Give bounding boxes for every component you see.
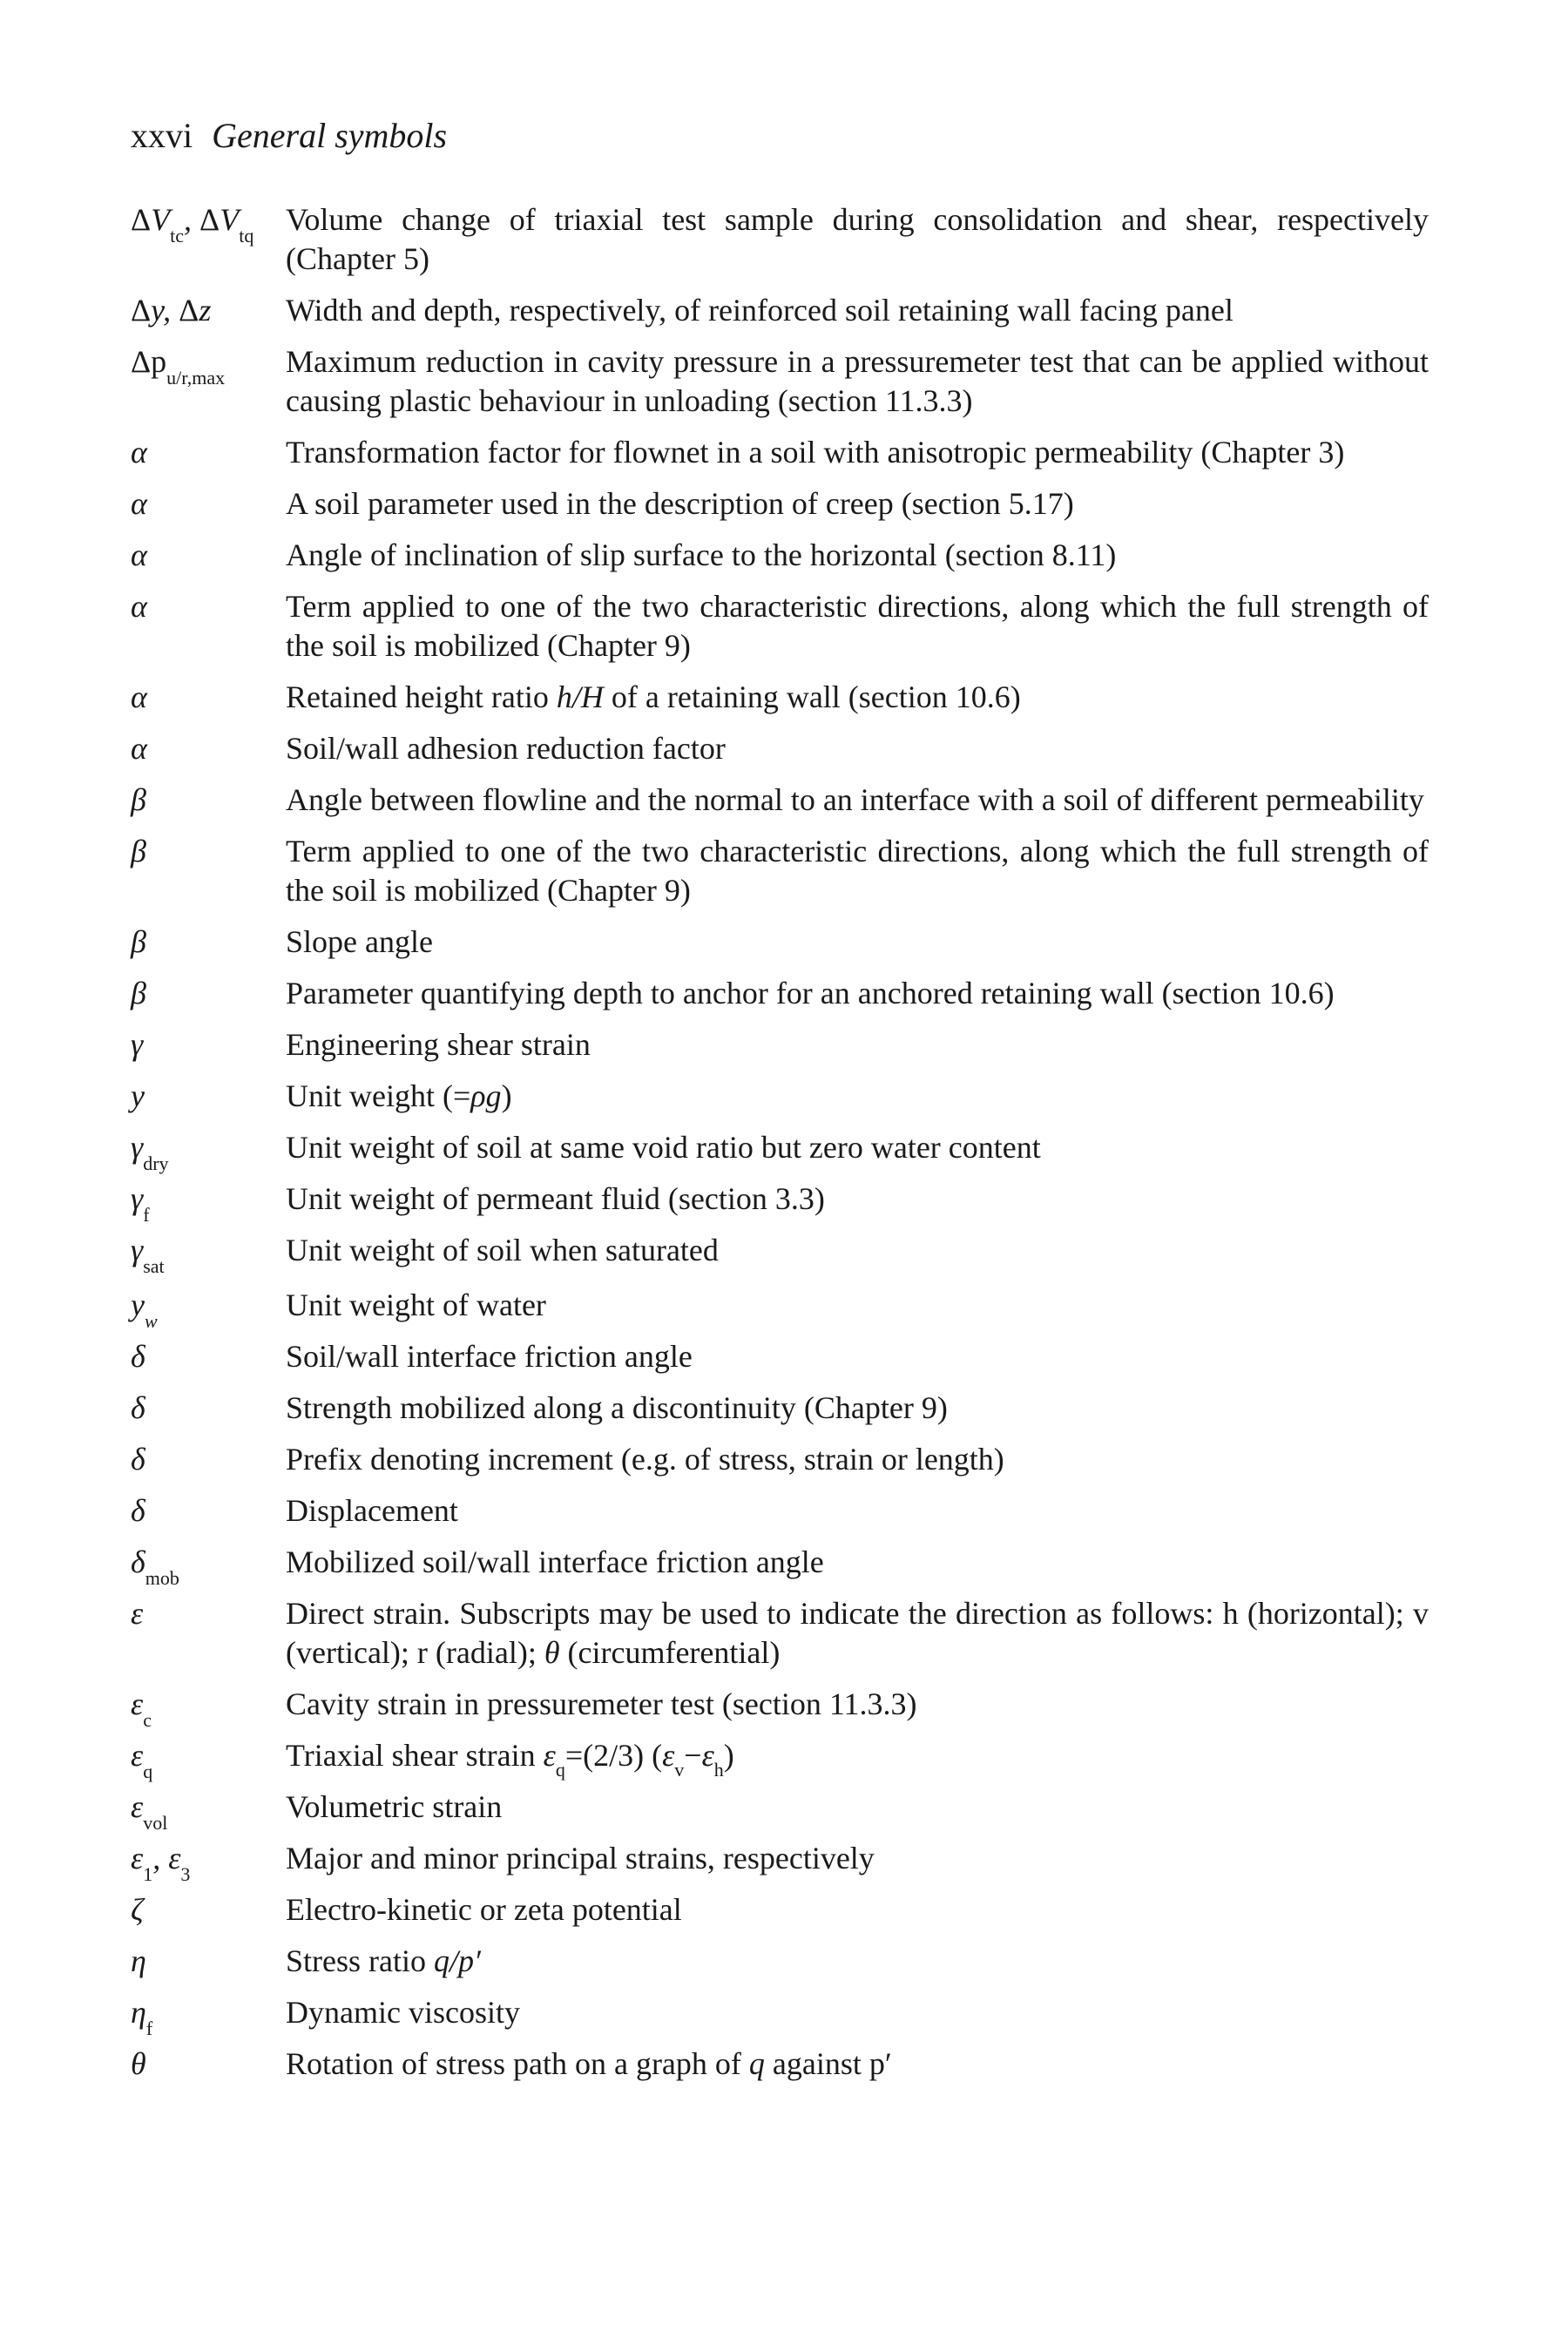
entry-description: Electro-kinetic or zeta potential — [286, 1892, 682, 1927]
entry-symbol: α — [131, 731, 147, 766]
entry-description: Stress ratio q/p′ — [286, 1943, 481, 1978]
symbol-entry — [131, 1736, 1429, 1782]
entry-symbol: δ — [131, 1493, 145, 1528]
symbol-entry — [131, 1685, 1429, 1731]
page-number: xxvi — [131, 116, 193, 155]
entry-symbol: $\varepsilon_{vol}$ — [131, 1789, 168, 1834]
entry-description: Slope angle — [286, 924, 433, 959]
symbol-entry — [131, 1491, 1429, 1531]
symbol-entry — [131, 1389, 1429, 1428]
entry-description: Retained height ratio h/H of a retaining wall (section 10.6) — [286, 679, 1021, 714]
symbol-entry — [131, 1594, 1429, 1673]
entry-description: Prefix denoting increment (e.g. of stress, strain or length) — [286, 1442, 1004, 1477]
entry-description: Cavity strain in pressuremeter test (section 11.3.3) — [286, 1686, 917, 1721]
symbol-entry — [131, 1286, 1429, 1332]
entry-symbol: $\eta_f$ — [131, 1995, 153, 2039]
page-header — [131, 115, 447, 157]
entry-description: Triaxial shear strain $\varepsilon_q=(2/3)$ $(\varepsilon_v-\varepsilon_h)$ — [286, 1738, 734, 1781]
running-title: General symbols — [212, 116, 448, 155]
symbol-entry — [131, 1337, 1429, 1376]
entry-description: Soil/wall adhesion reduction factor — [286, 731, 726, 766]
entry-symbol: ζ — [131, 1892, 144, 1927]
entry-description: Dynamic viscosity — [286, 1995, 520, 2030]
symbol-entry — [131, 1942, 1429, 1981]
symbol-entry — [131, 1128, 1429, 1174]
entry-symbol: δ — [131, 1442, 145, 1477]
symbol-entry — [131, 433, 1429, 472]
symbol-entry — [131, 1077, 1429, 1116]
symbol-entry — [131, 484, 1429, 524]
symbol-entry — [131, 1440, 1429, 1479]
entry-symbol: θ — [131, 2046, 146, 2081]
entry-symbol: $\Delta V_{tc}$, $\Delta V_{tq}$ — [131, 202, 254, 247]
symbol-entry — [131, 832, 1429, 910]
symbol-entry — [131, 1025, 1429, 1064]
symbol-entry — [131, 1543, 1429, 1589]
entry-description: Width and depth, respectively, of reinforced soil retaining wall facing panel — [286, 293, 1233, 328]
entry-description: Unit weight of soil when saturated — [286, 1233, 719, 1267]
symbol-entry — [131, 678, 1429, 717]
entry-symbol: β — [131, 976, 146, 1010]
entry-symbol: δ — [131, 1390, 145, 1425]
entry-symbol: $\gamma_f$ — [131, 1181, 150, 1226]
entry-symbol: ε — [131, 1596, 144, 1631]
symbol-entry — [131, 729, 1429, 768]
entry-symbol: α — [131, 589, 147, 624]
entry-symbol: $\varepsilon_q$ — [131, 1738, 153, 1782]
entry-description: Transformation factor for flownet in a soil with anisotropic permeability (Chapter 3) — [286, 435, 1345, 470]
entry-description: Mobilized soil/wall interface friction angle — [286, 1544, 824, 1579]
entry-description: A soil parameter used in the description of creep (section 5.17) — [286, 486, 1074, 521]
entry-description: Direct strain. Subscripts may be used to indicate the direction as follows: h (horizontal); v (vertical); r (radial); θ (circumferential) — [286, 1596, 1429, 1670]
entry-description: Soil/wall interface friction angle — [286, 1339, 693, 1374]
symbol-entry — [131, 1788, 1429, 1834]
symbol-entry — [131, 781, 1429, 820]
entry-symbol: y — [131, 1078, 145, 1113]
entry-description: Unit weight of permeant fluid (section 3.3) — [286, 1181, 825, 1216]
symbol-entry — [131, 923, 1429, 962]
entry-description: Term applied to one of the two characteristic directions, along which the full strength of the soil is mobilized (Chapter 9) — [286, 834, 1429, 908]
entry-symbol: β — [131, 924, 146, 959]
entry-symbol: $\Delta p_{u/r,max}$ — [131, 344, 226, 389]
entry-symbol: $\gamma_{sat}$ — [131, 1233, 165, 1277]
entry-symbol: δ — [131, 1339, 145, 1374]
entry-description: Angle between flowline and the normal to an interface with a soil of different permeability — [286, 782, 1424, 817]
symbol-entry — [131, 536, 1429, 575]
entry-description: Unit weight of water — [286, 1288, 546, 1322]
symbol-entry — [131, 1839, 1429, 1885]
symbol-entry — [131, 342, 1429, 421]
entry-symbol: α — [131, 679, 147, 714]
entry-symbol: Δy, Δz — [131, 293, 212, 328]
entry-description: Angle of inclination of slip surface to the horizontal (section 8.11) — [286, 537, 1117, 572]
symbol-entry — [131, 291, 1429, 330]
entry-description: Displacement — [286, 1493, 458, 1528]
entry-symbol: β — [131, 834, 146, 868]
entry-description: Major and minor principal strains, respectively — [286, 1841, 875, 1876]
symbol-entry — [131, 1179, 1429, 1226]
entry-description: Strength mobilized along a discontinuity (Chapter 9) — [286, 1390, 948, 1425]
symbol-entry — [131, 200, 1429, 279]
entry-symbol: α — [131, 537, 147, 572]
entry-symbol: α — [131, 435, 147, 470]
entry-description: Volume change of triaxial test sample during consolidation and shear, respectively (Chapter 5) — [286, 202, 1429, 276]
entry-symbol: $\delta_{mob}$ — [131, 1544, 179, 1589]
entry-description: Unit weight of soil at same void ratio but zero water content — [286, 1130, 1041, 1165]
entry-symbol: $y_w$ — [131, 1288, 158, 1332]
entry-symbol: α — [131, 486, 147, 521]
entry-symbol: β — [131, 782, 146, 817]
entry-symbol: γ — [131, 1027, 144, 1062]
entry-description: Term applied to one of the two characteristic directions, along which the full strength of the soil is mobilized (Chapter 9) — [286, 589, 1429, 663]
entry-symbol: η — [131, 1943, 146, 1978]
entry-description: Volumetric strain — [286, 1789, 503, 1824]
entry-symbol: $\varepsilon_c$ — [131, 1686, 152, 1731]
symbol-entry — [131, 1231, 1429, 1277]
symbol-entry — [131, 2044, 1429, 2084]
entry-symbol: $\varepsilon_1$, $\varepsilon_3$ — [131, 1841, 191, 1885]
symbol-entry — [131, 1993, 1429, 2039]
symbol-entry — [131, 1890, 1429, 1930]
entry-description: Unit weight (=ρg) — [286, 1078, 512, 1113]
entry-description: Engineering shear strain — [286, 1027, 591, 1062]
entry-symbol: $\gamma_{dry}$ — [131, 1130, 169, 1174]
entry-description: Rotation of stress path on a graph of q against p′ — [286, 2046, 892, 2081]
symbol-list — [131, 200, 1429, 2096]
symbol-entry — [131, 587, 1429, 666]
entry-description: Parameter quantifying depth to anchor for an anchored retaining wall (section 10.6) — [286, 976, 1335, 1010]
entry-description: Maximum reduction in cavity pressure in a pressuremeter test that can be applied without causing plastic behaviour in unloading (section 11.3.3) — [286, 344, 1429, 418]
symbol-entry — [131, 974, 1429, 1013]
